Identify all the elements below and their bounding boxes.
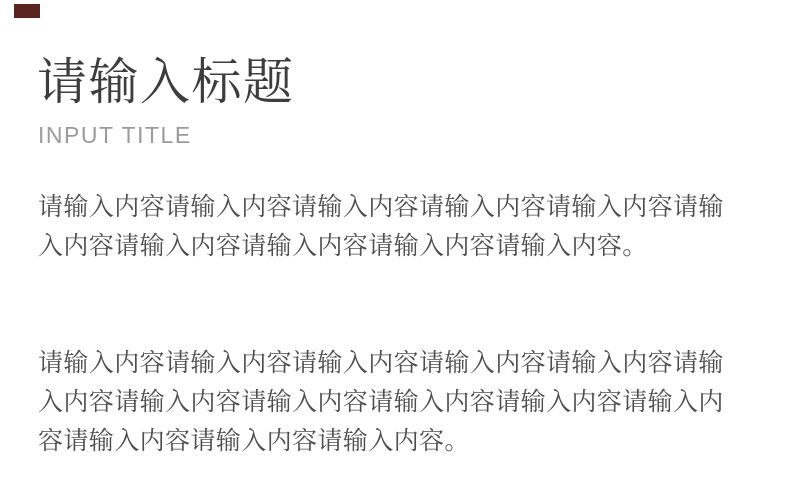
accent-rectangle [14, 4, 40, 18]
subtitle-placeholder[interactable]: INPUT TITLE [38, 122, 192, 148]
body-paragraph-1[interactable]: 请输入内容请输入内容请输入内容请输入内容请输入内容请输入内容请输入内容请输入内容请输入内容请输入内容。 [38, 193, 724, 260]
title-placeholder[interactable]: 请输入标题 [37, 54, 295, 110]
body-paragraph-2[interactable]: 请输入内容请输入内容请输入内容请输入内容请输入内容请输入内容请输入内容请输入内容请输入内容请输入内容请输入内容请输入内容请输入内容请输入内容。 [38, 349, 724, 455]
